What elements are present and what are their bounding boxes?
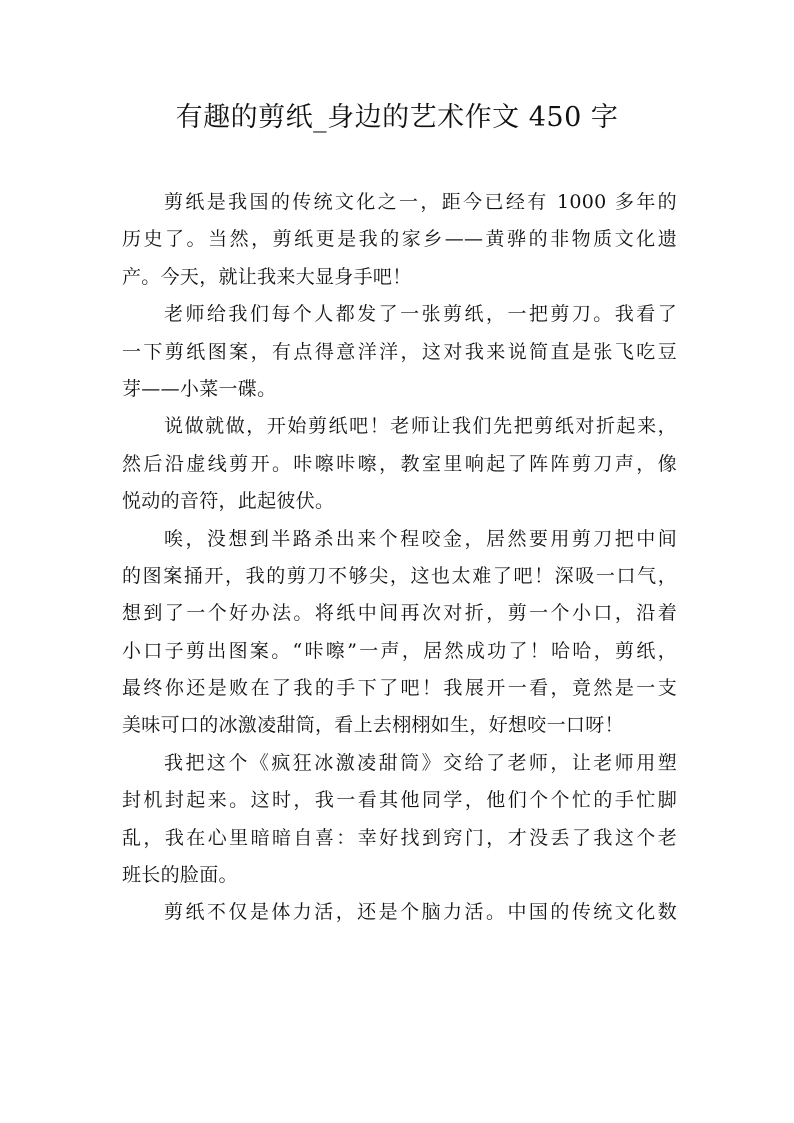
paragraph-line: 美味可口的冰激凌甜筒，看上去栩栩如生，好想咬一口呀！ bbox=[122, 714, 624, 737]
paragraph-line: 想到了一个好办法。将纸中间再次对折，剪一个小口，沿着 bbox=[122, 602, 677, 625]
paragraph-line: 封机封起来。这时，我一看其他同学，他们个个忙的手忙脚 bbox=[122, 789, 677, 812]
paragraph-line: 悦动的音符，此起彼伏。 bbox=[122, 490, 335, 513]
paragraph-first-line: 说做就做，开始剪纸吧！老师让我们先把剪纸对折起来， bbox=[164, 415, 677, 438]
paragraph-first-line: 剪纸是我国的传统文化之一，距今已经有 1000 多年的 bbox=[164, 191, 677, 213]
paragraph-line: 小口子剪出图案。“咔嚓”一声，居然成功了！哈哈，剪纸， bbox=[122, 639, 677, 662]
paragraph-first-line: 唉，没想到半路杀出来个程咬金，居然要用剪刀把中间 bbox=[164, 527, 677, 550]
paragraph-first-line: 老师给我们每个人都发了一张剪纸，一把剪刀。我看了 bbox=[164, 303, 677, 326]
paragraph-line: 然后沿虚线剪开。咔嚓咔嚓，教室里响起了阵阵剪刀声，像 bbox=[122, 452, 677, 475]
paragraph-first-line: 剪纸不仅是体力活，还是个脑力活。中国的传统文化数 bbox=[164, 901, 677, 924]
paragraph-line: 历史了。当然，剪纸更是我的家乡——黄骅的非物质文化遗 bbox=[122, 228, 677, 251]
paragraph-line: 产。今天，就让我来大显身手吧！ bbox=[122, 265, 412, 288]
paragraph-line: 一下剪纸图案，有点得意洋洋，这对我来说简直是张飞吃豆 bbox=[122, 340, 677, 363]
paragraph-first-line: 我把这个《疯狂冰激凌甜筒》交给了老师，让老师用塑 bbox=[164, 751, 677, 774]
essay-body bbox=[122, 184, 677, 932]
paragraph-line: 最终你还是败在了我的手下了吧！我展开一看，竟然是一支 bbox=[122, 677, 677, 700]
paragraph-line: 乱，我在心里暗暗自喜：幸好找到窍门，才没丢了我这个老 bbox=[122, 826, 677, 849]
paragraph-line: 芽——小菜一碟。 bbox=[122, 377, 277, 400]
document-title: 有趣的剪纸_身边的艺术作文 450 字 bbox=[175, 102, 619, 133]
paragraph-line: 的图案捅开，我的剪刀不够尖，这也太难了吧！深吸一口气， bbox=[122, 564, 677, 587]
paragraph-line: 班长的脸面。 bbox=[122, 864, 238, 887]
